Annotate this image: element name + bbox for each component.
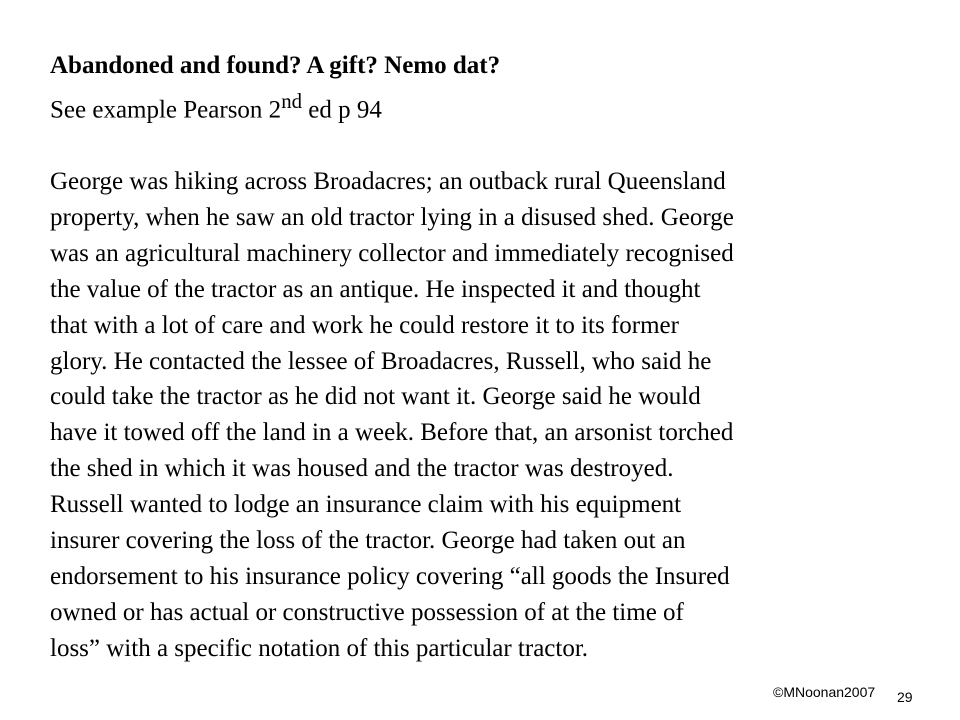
reference-superscript: nd: [281, 88, 303, 113]
copyright-notice: ©MNoonan2007: [773, 684, 876, 700]
blank-line: [50, 128, 930, 164]
body-line: the shed in which it was housed and the tractor was destroyed.: [50, 455, 674, 483]
body-line: have it towed off the land in a week. Before that, an arsonist torched: [50, 419, 734, 447]
body-line: the value of the tractor as an antique. He inspected it and thought: [50, 275, 701, 303]
reference-line: [50, 84, 930, 128]
body-line: George was hiking across Broadacres; an outback rural Queensland: [50, 168, 726, 196]
body-line: property, when he saw an old tractor lying in a disused shed. George: [50, 203, 734, 231]
slide-content: [50, 48, 930, 667]
body-line: loss” with a specific notation of this particular tractor.: [50, 634, 589, 662]
page-number: 29: [897, 689, 913, 705]
body-line: owned or has actual or constructive possession of at the time of: [50, 598, 684, 626]
body-line: Russell wanted to lodge an insurance claim with his equipment: [50, 491, 682, 519]
body-line: endorsement to his insurance policy covering “all goods the Insured: [50, 563, 730, 590]
body-line: that with a lot of care and work he could restore it to its former: [50, 311, 679, 339]
body-line: glory. He contacted the lessee of Broadacres, Russell, who said he: [50, 347, 712, 375]
body-line: could take the tractor as he did not want it. George said he would: [50, 383, 701, 411]
body-line: was an agricultural machinery collector and immediately recognised: [50, 239, 734, 267]
reference-suffix: ed p 94: [302, 96, 382, 124]
reference-prefix: See example Pearson 2: [50, 96, 282, 124]
slide-title: Abandoned and found? A gift? Nemo dat?: [50, 52, 501, 79]
body-line: insurer covering the loss of the tractor. George had taken out an: [50, 527, 686, 555]
